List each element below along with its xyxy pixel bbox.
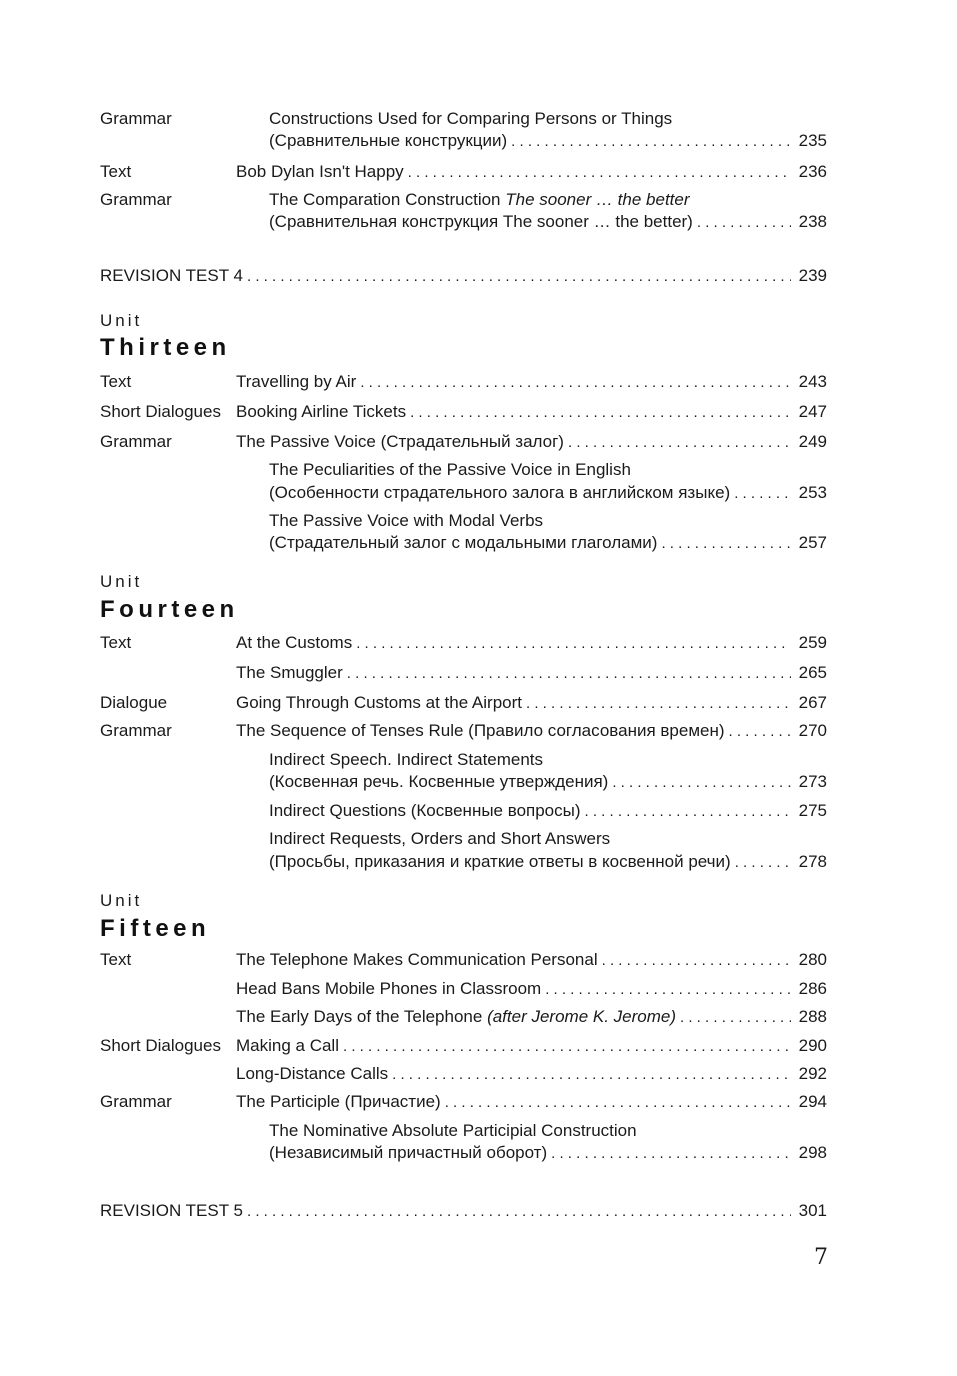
- entry-title: Constructions Used for Comparing Persons or Things: [269, 109, 673, 128]
- dot-leader: [612, 772, 791, 794]
- dot-leader: [729, 721, 791, 743]
- toc-entry: [100, 1063, 827, 1085]
- entry-title: Booking Airline Tickets: [236, 402, 407, 421]
- toc-entry: [100, 978, 827, 1000]
- dot-leader: [585, 801, 791, 823]
- toc-entry: [100, 632, 827, 654]
- dot-leader: [247, 1201, 791, 1223]
- dot-leader: [680, 1007, 791, 1029]
- toc-entry: [100, 189, 827, 211]
- entry-label: Short Dialogues: [100, 1036, 221, 1055]
- entry-page: 270: [798, 721, 827, 740]
- dot-leader: [602, 950, 791, 972]
- toc-entry: [100, 510, 827, 532]
- dot-leader: [545, 979, 791, 1001]
- entry-page: 239: [798, 266, 827, 285]
- dot-leader: [360, 372, 791, 394]
- entry-title: The Participle (Причастие): [236, 1092, 441, 1111]
- toc-entry: [100, 459, 827, 481]
- entry-page: 290: [798, 1036, 827, 1055]
- toc-entry: [100, 431, 827, 453]
- entry-title: (Сравнительная конструкция The sooner … the better): [269, 212, 693, 231]
- toc-entry-continuation: [100, 851, 827, 873]
- entry-page: 253: [798, 483, 827, 502]
- entry-page: 294: [798, 1092, 827, 1111]
- dot-leader: [511, 131, 791, 153]
- entry-title: The Nominative Absolute Participial Construction: [269, 1121, 637, 1140]
- dot-leader: [343, 1036, 791, 1058]
- unit-label: Unit: [100, 311, 143, 330]
- entry-title: (Косвенная речь. Косвенные утверждения): [269, 772, 609, 791]
- entry-page: 238: [798, 212, 827, 231]
- entry-page: 298: [798, 1143, 827, 1162]
- entry-title: The Comparation Construction The sooner … the better: [269, 190, 690, 209]
- entry-label: Grammar: [100, 721, 172, 740]
- entry-title: (Сравнительные конструкции): [269, 131, 508, 150]
- entry-title: Indirect Questions (Косвенные вопросы): [269, 801, 581, 820]
- dot-leader: [734, 483, 791, 505]
- entry-title: The Telephone Makes Communication Personal: [236, 950, 598, 969]
- entry-page: 286: [798, 979, 827, 998]
- dot-leader: [356, 633, 791, 655]
- dot-leader: [551, 1143, 791, 1165]
- toc-entry-continuation: [100, 1142, 827, 1164]
- entry-title: Long-Distance Calls: [236, 1064, 389, 1083]
- entry-label: Text: [100, 633, 132, 652]
- toc-entry: [100, 749, 827, 771]
- entry-label: Text: [100, 372, 132, 391]
- entry-label: Grammar: [100, 1092, 172, 1111]
- entry-page: 236: [798, 162, 827, 181]
- entry-title: The Passive Voice (Страдательный залог): [236, 432, 564, 451]
- entry-title: Head Bans Mobile Phones in Classroom: [236, 979, 542, 998]
- entry-title: Indirect Requests, Orders and Short Answers: [269, 829, 611, 848]
- entry-title: Making a Call: [236, 1036, 339, 1055]
- toc-entry: [100, 949, 827, 971]
- toc-entry: [100, 161, 827, 183]
- entry-page: 249: [798, 432, 827, 451]
- toc-entry-continuation: [100, 211, 827, 233]
- entry-page: 265: [798, 663, 827, 682]
- entry-title: At the Customs: [236, 633, 353, 652]
- entry-page: 267: [798, 693, 827, 712]
- entry-label: Dialogue: [100, 693, 168, 712]
- entry-title: The Sequence of Tenses Rule (Правило согласования времен): [236, 721, 725, 740]
- toc-entry-continuation: [100, 482, 827, 504]
- unit-label: Unit: [100, 572, 143, 591]
- toc-entry: [100, 1035, 827, 1057]
- entry-title: (Просьбы, приказания и краткие ответы в косвенной речи): [269, 852, 731, 871]
- entry-label: Grammar: [100, 432, 172, 451]
- entry-title: Going Through Customs at the Airport: [236, 693, 523, 712]
- dot-leader: [697, 212, 791, 234]
- entry-title: (Страдательный залог с модальными глаголами): [269, 533, 658, 552]
- toc-entry: [100, 828, 827, 850]
- entry-page: 280: [798, 950, 827, 969]
- entry-label: Grammar: [100, 109, 172, 128]
- toc-entry-revision: [100, 1200, 827, 1222]
- toc-entry-continuation: [100, 532, 827, 554]
- toc-entry: [100, 1006, 827, 1028]
- toc-entry-continuation: [100, 771, 827, 793]
- entry-page: 259: [798, 633, 827, 652]
- dot-leader: [735, 852, 791, 874]
- dot-leader: [526, 693, 791, 715]
- toc-entry: [100, 371, 827, 393]
- dot-leader: [568, 432, 791, 454]
- entry-page: 257: [798, 533, 827, 552]
- entry-page: 247: [798, 402, 827, 421]
- entry-page: 275: [798, 801, 827, 820]
- toc-entry: [100, 108, 827, 130]
- entry-title: (Особенности страдательного залога в английском языке): [269, 483, 731, 502]
- dot-leader: [392, 1064, 791, 1086]
- entry-page: 292: [798, 1064, 827, 1083]
- entry-page: 273: [798, 772, 827, 791]
- toc-entry: [100, 1091, 827, 1113]
- entry-title: Travelling by Air: [236, 372, 357, 391]
- entry-title: The Peculiarities of the Passive Voice in English: [269, 460, 631, 479]
- entry-title: (Независимый причастный оборот): [269, 1143, 548, 1162]
- toc-entry-revision: [100, 265, 827, 287]
- unit-label: Unit: [100, 891, 143, 910]
- dot-leader: [661, 533, 791, 555]
- toc-entry: [100, 800, 827, 822]
- entry-title: The Early Days of the Telephone (after Jerome K. Jerome): [236, 1007, 677, 1026]
- unit-title: Thirteen: [100, 334, 231, 361]
- entry-page: 278: [798, 852, 827, 871]
- entry-title: The Passive Voice with Modal Verbs: [269, 511, 544, 530]
- toc-entry: [100, 720, 827, 742]
- entry-title: Indirect Speech. Indirect Statements: [269, 750, 544, 769]
- toc-entry: [100, 692, 827, 714]
- entry-page: 235: [798, 131, 827, 150]
- entry-label: Text: [100, 950, 132, 969]
- toc-entry: [100, 1120, 827, 1142]
- entry-title: REVISION TEST 5: [100, 1201, 243, 1220]
- entry-page: 243: [798, 372, 827, 391]
- entry-title: REVISION TEST 4: [100, 266, 243, 285]
- entry-page: 288: [798, 1007, 827, 1026]
- entry-page: 301: [798, 1201, 827, 1220]
- entry-label: Text: [100, 162, 132, 181]
- entry-title: Bob Dylan Isn't Happy: [236, 162, 404, 181]
- unit-title: Fifteen: [100, 915, 211, 942]
- unit-title: Fourteen: [100, 596, 239, 623]
- dot-leader: [247, 266, 791, 288]
- entry-label: Grammar: [100, 190, 172, 209]
- toc-entry-continuation: [100, 130, 827, 152]
- page-number: 7: [814, 1245, 828, 1270]
- dot-leader: [408, 162, 791, 184]
- toc-entry: [100, 662, 827, 684]
- dot-leader: [410, 402, 791, 424]
- table-of-contents: [100, 0, 827, 1376]
- entry-title: The Smuggler: [236, 663, 343, 682]
- entry-label: Short Dialogues: [100, 402, 221, 421]
- toc-entry: [100, 401, 827, 423]
- dot-leader: [445, 1092, 791, 1114]
- dot-leader: [347, 663, 791, 685]
